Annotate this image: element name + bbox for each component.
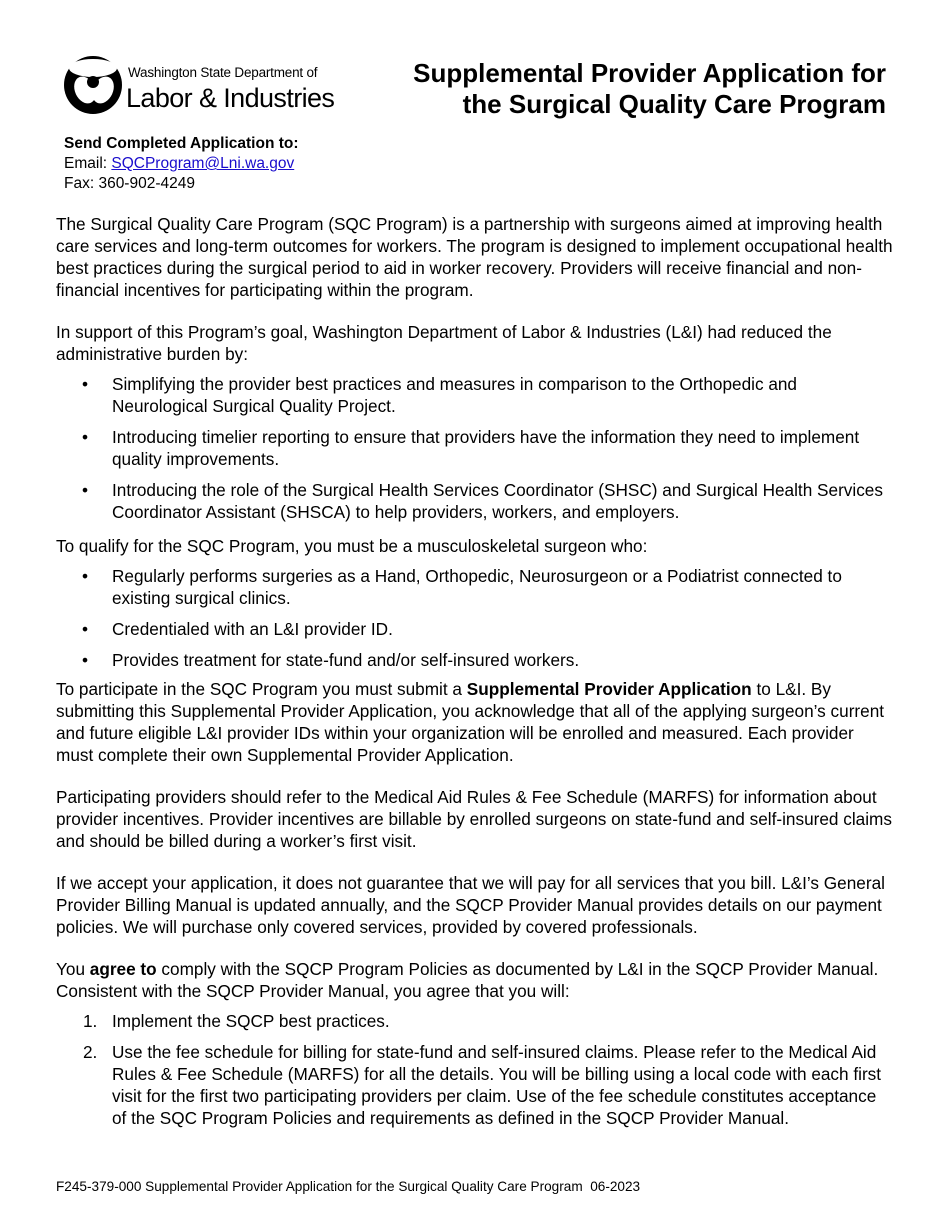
send-to-block: [64, 134, 299, 194]
logo-line2: Labor & Industries: [126, 83, 335, 113]
intro-paragraph: The Surgical Quality Care Program (SQC Program) is a partnership with surgeons aimed at improving health care services and long-term outcomes for workers. The program is designed to implement occupational health best practices during the surgical period to aid in worker recovery. Providers will receive financial and non-financial incentives for participating within the program.: [56, 214, 893, 300]
list-item: • Simplifying the provider best practices and measures in comparison to the Orthopedic and Neurological Surgical Quality Project.: [82, 374, 797, 416]
list-item: 1. Implement the SQCP best practices.: [83, 1011, 390, 1031]
document-body: [56, 213, 894, 1138]
agree-paragraph: You agree to comply with the SQCP Program Policies as documented by L&I in the SQCP Provider Manual. Consistent with the SQCP Provider Manual, you agree that you will:: [56, 959, 879, 1001]
bullet-marker: •: [82, 480, 89, 500]
email-line: [64, 154, 299, 174]
list-item: 2. Use the fee schedule for billing for state-fund and self-insured claims. Please refer to the Medical Aid Rules & Fee Schedule (MARFS) for all the details. You will be billing using a local code with each first visit for the first two participating providers per claim. Use of the fee schedule constitutes acceptance of the SQC Program Policies and requirements as defined in the SQCP Provider Manual.: [83, 1042, 882, 1128]
bullet-marker: •: [82, 619, 89, 639]
bullet-marker: •: [82, 427, 89, 447]
lni-logo: [62, 52, 335, 122]
list-item: • Provides treatment for state-fund and/or self-insured workers.: [82, 650, 580, 670]
send-to-heading: Send Completed Application to:: [64, 135, 299, 152]
bullet-marker: •: [82, 650, 89, 670]
list-number: 1.: [83, 1011, 98, 1031]
qualify-list: [56, 565, 894, 671]
list-item: • Introducing the role of the Surgical Health Services Coordinator (SHSC) and Surgical Health Services Coordinator Assistant (SHSCA) to help providers, workers, and employers.: [82, 480, 883, 522]
logo-line1: Washington State Department of: [128, 65, 318, 80]
document-title: [413, 58, 886, 120]
list-item: • Introducing timelier reporting to ensure that providers have the information they need to implement quality improvements.: [82, 427, 860, 469]
fax-line: Fax: 360-902-4249: [64, 175, 195, 192]
list-item: • Credentialed with an L&I provider ID.: [82, 619, 393, 639]
participate-paragraph: To participate in the SQC Program you must submit a Supplemental Provider Application to L&I. By submitting this Supplemental Provider Application, you acknowledge that all of the applying surgeon’s current and future eligible L&I provider IDs within your organization will be enrolled and measured. Each provider must complete their own Supplemental Provider Application.: [56, 679, 885, 765]
qualify-paragraph: To qualify for the SQC Program, you must be a musculoskeletal surgeon who:: [56, 536, 648, 556]
list-number: 2.: [83, 1042, 98, 1062]
form-footer: F245-379-000 Supplemental Provider Application for the Surgical Quality Care Program 06-2023: [56, 1179, 641, 1194]
title-line2: the Surgical Quality Care Program: [462, 89, 886, 119]
accept-paragraph: If we accept your application, it does not guarantee that we will pay for all services that you bill. L&I’s General Provider Billing Manual is updated annually, and the SQCP Provider Manual provides details on our payment policies. We will purchase only covered services, provided by covered professionals.: [56, 873, 885, 937]
title-line1: Supplemental Provider Application for: [413, 58, 886, 88]
bullet-marker: •: [82, 374, 89, 394]
agree-list: [56, 1010, 894, 1129]
email-link[interactable]: SQCProgram@Lni.wa.gov: [111, 155, 295, 172]
email-label: Email:: [64, 155, 112, 172]
support-paragraph: In support of this Program’s goal, Washington Department of Labor & Industries (L&I) had reduced the administrative burden by:: [56, 322, 832, 364]
lni-logo-icon: [62, 52, 124, 118]
bullet-marker: •: [82, 566, 89, 586]
list-item: • Regularly performs surgeries as a Hand, Orthopedic, Neurosurgeon or a Podiatrist connected to existing surgical clinics.: [82, 566, 842, 608]
marfs-paragraph: Participating providers should refer to the Medical Aid Rules & Fee Schedule (MARFS) for information about provider incentives. Provider incentives are billable by enrolled surgeons on state-fund and self-insured claims and should be billed during a worker’s first visit.: [56, 787, 892, 851]
support-list: [56, 373, 894, 523]
